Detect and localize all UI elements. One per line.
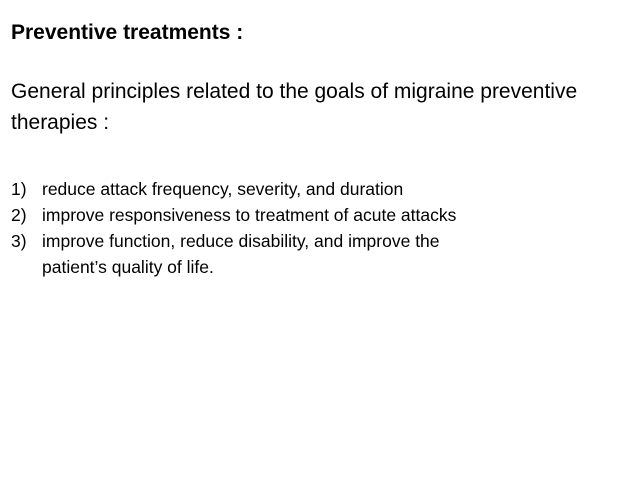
list-item-text: reduce attack frequency, severity, and duration [42, 179, 404, 199]
list-item [11, 202, 626, 228]
slide-heading: Preventive treatments : [11, 21, 244, 44]
list-item-text: improve responsiveness to treatment of acute attacks [42, 205, 457, 225]
list-item-number: 3) [11, 231, 27, 251]
list-item-text-line2: patient’s quality of life. [42, 257, 214, 277]
intro-paragraph: General principles related to the goals of migraine preventive therapies : [11, 80, 578, 134]
goals-list [11, 176, 626, 280]
list-item-text-line1: improve function, reduce disability, and improve the [42, 231, 440, 251]
list-item-number: 1) [11, 179, 27, 199]
list-item [11, 228, 626, 280]
list-item-number: 2) [11, 205, 27, 225]
list-item [11, 176, 626, 202]
